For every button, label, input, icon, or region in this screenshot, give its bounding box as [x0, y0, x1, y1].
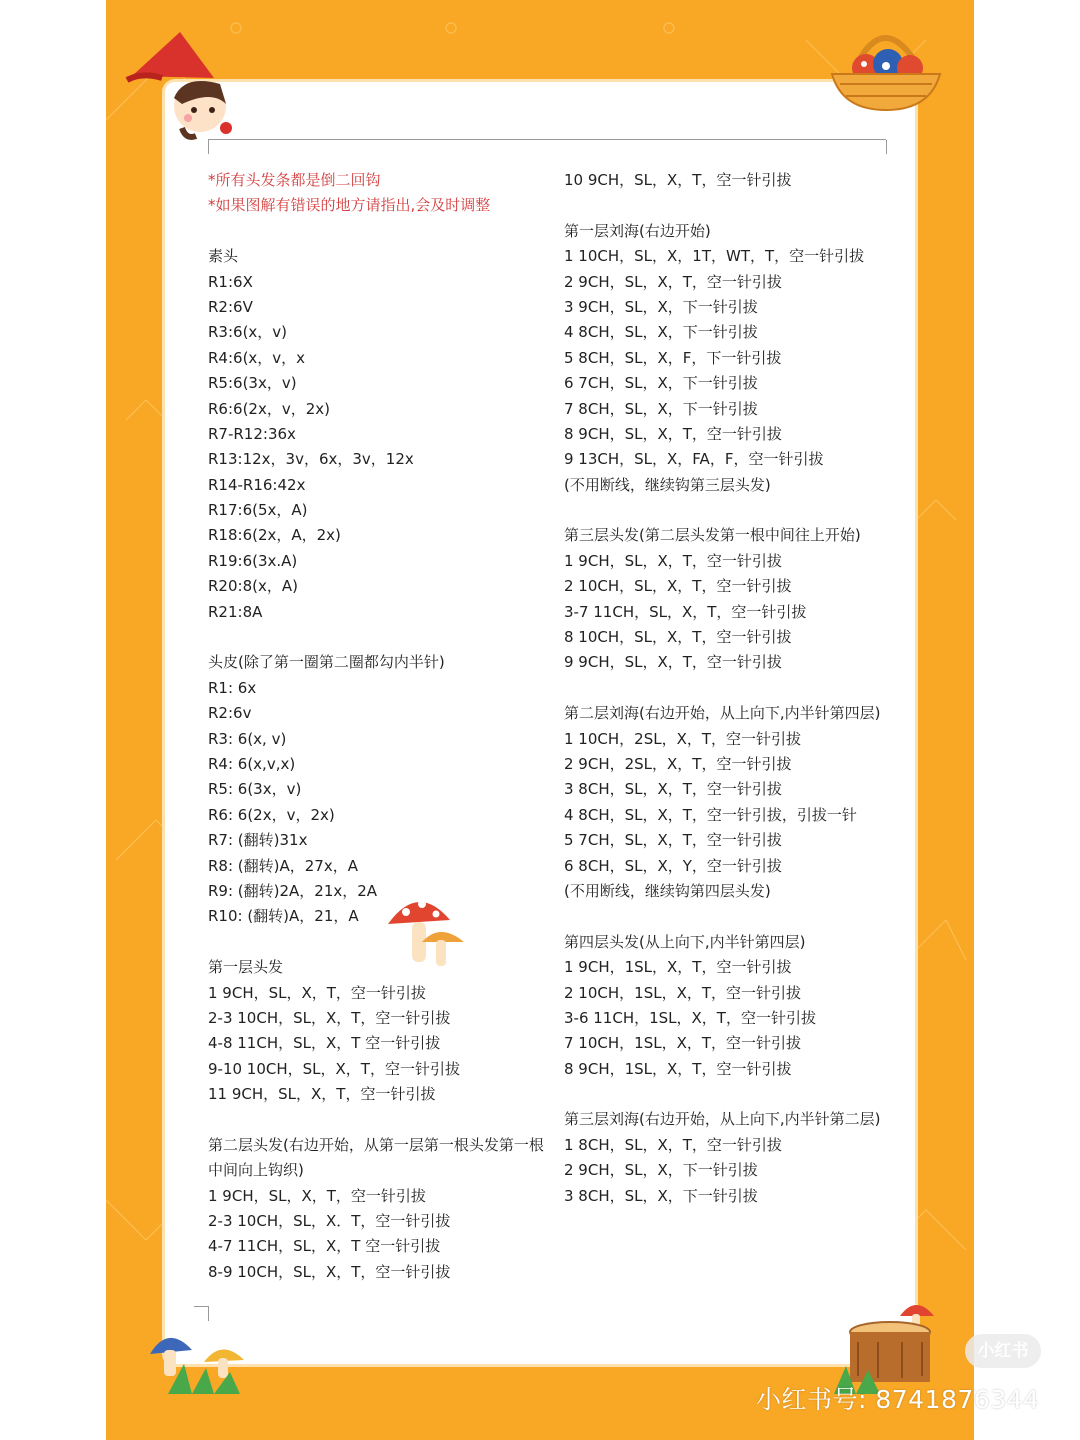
text-line: 4-7 11CH，SL，X，T 空一针引拔 [208, 1237, 441, 1256]
text-line: 2 9CH，2SL，X，T，空一针引拔 [564, 754, 792, 773]
text-line: R5: 6(3x，v) [208, 780, 302, 799]
mushroom-grass-icon [148, 1324, 258, 1396]
mushroom-icon [384, 890, 470, 976]
text-line: R4: 6(x,v,x) [208, 754, 296, 773]
text-line: R21:8A [208, 602, 263, 621]
text-line: 6 8CH，SL，X，Y，空一针引拔 [564, 856, 782, 875]
text-line: 10 9CH，SL，X，T，空一针引拔 [564, 171, 792, 189]
text-line: R18:6(2x，A，2x) [208, 526, 341, 545]
blank-line [564, 1082, 894, 1107]
watermark-account-id: 小红书号: 8741876344 [756, 1385, 1040, 1414]
girl-red-hood-icon [122, 28, 242, 143]
text-line: R5:6(3x，v) [208, 374, 297, 393]
text-line: 第三层刘海(右边开始，从上向下,内半针第二层) [564, 1110, 881, 1129]
text-line: 11 9CH，SL，X，T，空一针引拔 [208, 1085, 436, 1104]
text-line: R7: (翻转)31x [208, 831, 308, 850]
text-line: R17:6(5x，A) [208, 501, 308, 520]
text-line: 4 8CH，SL，X，下一针引拔 [564, 323, 758, 342]
blank-line [564, 498, 894, 523]
text-line: 1 8CH，SL，X，T，空一针引拔 [564, 1135, 782, 1154]
blank-line [564, 904, 894, 929]
basket-icon [826, 18, 946, 118]
text-line: 3-6 11CH，1SL，X，T，空一针引拔 [564, 1008, 816, 1027]
text-line: R19:6(3x.A) [208, 551, 298, 570]
text-line: 3 9CH，SL，X，下一针引拔 [564, 297, 758, 316]
text-line: 第一层头发 [208, 958, 284, 977]
right-text-column [564, 168, 894, 1209]
text-line: 第二层刘海(右边开始，从上向下,内半针第四层) [564, 704, 881, 723]
text-line: 2 10CH，SL，X，T，空一针引拔 [564, 577, 792, 596]
text-line: R3:6(x，v) [208, 323, 288, 342]
text-line: *如果图解有错误的地方请指出,会及时调整 [208, 196, 491, 215]
text-line: R9: (翻转)2A，21x，2A [208, 881, 378, 900]
text-line: R4:6(x，v，x [208, 348, 306, 367]
text-line: 8 10CH，SL，X，T，空一针引拔 [564, 628, 792, 647]
text-line: 5 7CH，SL，X，T，空一针引拔 [564, 831, 782, 850]
text-line: *所有头发条都是倒二回钩 [208, 171, 381, 189]
text-line: 9-10 10CH，SL，X，T，空一针引拔 [208, 1059, 460, 1078]
text-line: 5 8CH，SL，X，F，下一针引拔 [564, 348, 782, 367]
text-line: 9 9CH，SL，X，T，空一针引拔 [564, 653, 782, 672]
text-line: 1 9CH，SL，X，T，空一针引拔 [208, 983, 426, 1002]
text-line: 2-3 10CH，SL，X．T，空一针引拔 [208, 1212, 451, 1231]
text-line: 3 8CH，SL，X，T，空一针引拔 [564, 780, 782, 799]
text-line: 第三层头发(第二层头发第一根中间往上开始) [564, 526, 861, 545]
text-line: (不用断线，继续钩第四层头发) [564, 881, 771, 900]
text-line: R1:6X [208, 272, 253, 291]
text-line: 1 10CH，2SL，X，T，空一针引拔 [564, 729, 802, 748]
text-line: R14-R16:42x [208, 475, 306, 494]
text-line: R10: (翻转)A，21，A [208, 907, 359, 926]
blank-line [208, 219, 553, 244]
page-top-rule [208, 139, 886, 140]
text-line: R2:6v [208, 704, 252, 723]
text-line: 6 7CH，SL，X，下一针引拔 [564, 374, 758, 393]
text-line: 3-7 11CH，SL，X，T，空一针引拔 [564, 602, 807, 621]
text-line: 8 9CH，SL，X，T，空一针引拔 [564, 424, 782, 443]
text-line: 第二层头发(右边开始，从第一层第一根头发第一根中间向上钩织) [208, 1135, 544, 1180]
text-line: 9 13CH，SL，X，FA，F，空一针引拔 [564, 450, 824, 469]
left-text-column [208, 168, 553, 1285]
text-line: 1 9CH，SL，X，T，空一针引拔 [564, 551, 782, 570]
text-line: 3 8CH，SL，X，下一针引拔 [564, 1186, 758, 1205]
text-line: 第四层头发(从上向下,内半针第四层) [564, 932, 806, 951]
text-line: R1: 6x [208, 678, 257, 697]
page-corner-mark [194, 1306, 209, 1321]
blank-line [208, 625, 553, 650]
text-line: 头皮(除了第一圈第二圈都勾内半针) [208, 653, 445, 672]
page-corner-mark [886, 140, 901, 154]
text-line: R6:6(2x，v，2x) [208, 399, 330, 418]
text-line: R6: 6(2x，v，2x) [208, 805, 335, 824]
text-line: 7 10CH，1SL，X，T，空一针引拔 [564, 1034, 802, 1053]
text-line: (不用断线，继续钩第三层头发) [564, 475, 771, 494]
text-line: 4 8CH，SL，X，T，空一针引拔，引拔一针 [564, 805, 857, 824]
text-line: 7 8CH，SL，X，下一针引拔 [564, 399, 758, 418]
xiaohongshu-logo: 小红书 [965, 1334, 1041, 1368]
text-line: 1 9CH，SL，X，T，空一针引拔 [208, 1186, 426, 1205]
text-line: R7-R12:36x [208, 424, 296, 443]
text-line: 2 9CH，SL，X，T，空一针引拔 [564, 272, 782, 291]
text-line: R3: 6(x, v) [208, 729, 287, 748]
text-line: 2 9CH，SL，X，下一针引拔 [564, 1161, 758, 1180]
text-line: 第一层刘海(右边开始) [564, 221, 711, 240]
text-line: 2 10CH，1SL，X，T，空一针引拔 [564, 983, 802, 1002]
blank-line [564, 193, 894, 218]
text-line: 2-3 10CH，SL，X，T，空一针引拔 [208, 1008, 451, 1027]
blank-line [564, 676, 894, 701]
text-line: R2:6V [208, 297, 253, 316]
text-line: R8: (翻转)A，27x，A [208, 856, 358, 875]
text-line: R13:12x，3v，6x，3v，12x [208, 450, 414, 469]
blank-line [208, 930, 553, 955]
text-line: 4-8 11CH，SL，X，T 空一针引拔 [208, 1034, 441, 1053]
text-line: 8-9 10CH，SL，X，T，空一针引拔 [208, 1262, 451, 1281]
text-line: 8 9CH，1SL，X，T，空一针引拔 [564, 1059, 792, 1078]
text-line: 1 9CH，1SL，X，T，空一针引拔 [564, 958, 792, 977]
blank-line [208, 1107, 553, 1132]
text-line: 素头 [208, 247, 239, 266]
text-line: R20:8(x，A) [208, 577, 298, 596]
text-line: 1 10CH，SL，X，1T，WT，T，空一针引拔 [564, 247, 865, 266]
